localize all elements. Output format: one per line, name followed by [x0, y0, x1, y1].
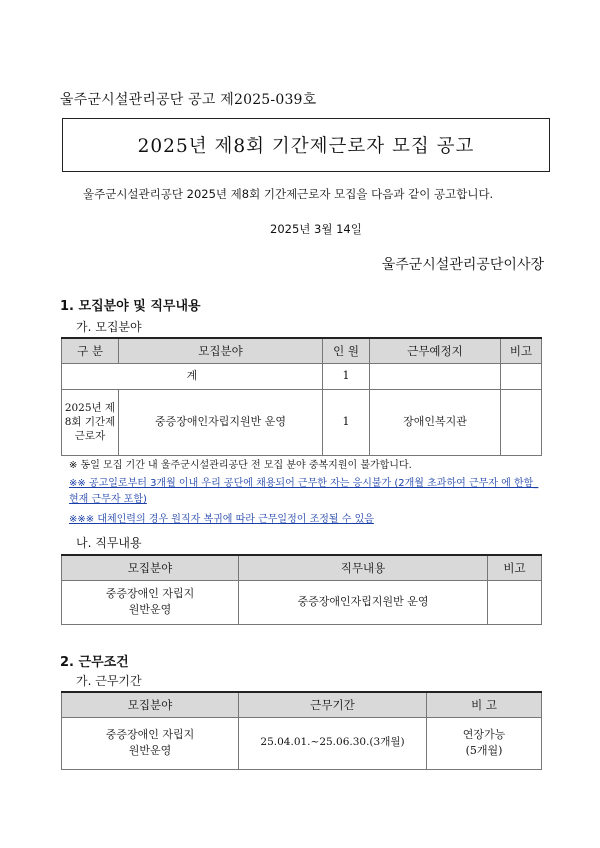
col-header: 비고 [501, 338, 542, 363]
table-row [62, 389, 542, 455]
table-header-row [62, 692, 542, 717]
duty-table [61, 554, 542, 625]
document-number: 울주군시설관리공단 공고 제2025-039호 [60, 92, 317, 108]
section-2-title: 2. 근무조건 [60, 655, 129, 670]
col-header: 구 분 [62, 338, 119, 363]
total-row [62, 363, 542, 389]
row-period: 25.04.01.~25.06.30.(3개월) [239, 717, 427, 769]
row-category: 2025년 제8회 기간제 근로자 [62, 389, 119, 455]
note-2: ※※ 공고일로부터 3개월 이내 우리 공단에 채용되어 근무한 자는 응시불가 (2개월 초과하여 근무자 에 한함_현재 근무자 포함) [69, 478, 539, 505]
col-header: 모집분야 [62, 555, 239, 580]
total-label: 계 [62, 363, 323, 389]
section-1-title: 1. 모집분야 및 직무내용 [60, 299, 201, 314]
col-header: 모집분야 [119, 338, 323, 363]
title-box [62, 118, 550, 172]
col-header: 모집분야 [62, 692, 239, 717]
row-note [488, 580, 542, 624]
col-header: 직무내용 [239, 555, 488, 580]
row-note: 연장가능 (5개월) [427, 717, 542, 769]
page-title: 2025년 제8회 기간제근로자 모집 공고 [137, 136, 475, 157]
table-row [62, 580, 542, 624]
row-field: 중증장애인자립지원반 운영 [119, 389, 323, 455]
section-1a-subtitle: 가. 모집분야 [76, 320, 142, 334]
note-1: ※ 동일 모집 기간 내 울주군시설관리공단 전 모집 분야 중복지원이 불가합니다. [69, 460, 412, 471]
table-header-row [62, 555, 542, 580]
row-count: 1 [323, 389, 370, 455]
table-header-row [62, 338, 542, 363]
row-field: 중증장애인 자립지원반운영 [62, 580, 239, 624]
announcement-date: 2025년 3월 14일 [270, 222, 362, 236]
work-period-table [61, 691, 542, 770]
col-header: 비고 [488, 555, 542, 580]
col-header: 비 고 [427, 692, 542, 717]
section-2a-subtitle: 가. 근무기간 [76, 674, 142, 688]
signer: 울주군시설관리공단이사장 [381, 257, 544, 273]
col-header: 근무기간 [239, 692, 427, 717]
row-field: 중증장애인 자립지원반운영 [62, 717, 239, 769]
section-1b-subtitle: 나. 직무내용 [76, 536, 142, 550]
row-note [501, 389, 542, 455]
recruitment-field-table [61, 337, 542, 456]
intro-text: 울주군시설관리공단 2025년 제8회 기간제근로자 모집을 다음과 같이 공고합니다. [83, 187, 494, 201]
table-row [62, 717, 542, 769]
row-location: 장애인복지관 [370, 389, 501, 455]
total-count: 1 [323, 363, 370, 389]
col-header: 근무예정지 [370, 338, 501, 363]
col-header: 인 원 [323, 338, 370, 363]
row-duty: 중증장애인자립지원반 운영 [239, 580, 488, 624]
note-3: ※※※ 대체인력의 경우 원직자 복귀에 따라 근무일정이 조정될 수 있음 [69, 514, 374, 525]
